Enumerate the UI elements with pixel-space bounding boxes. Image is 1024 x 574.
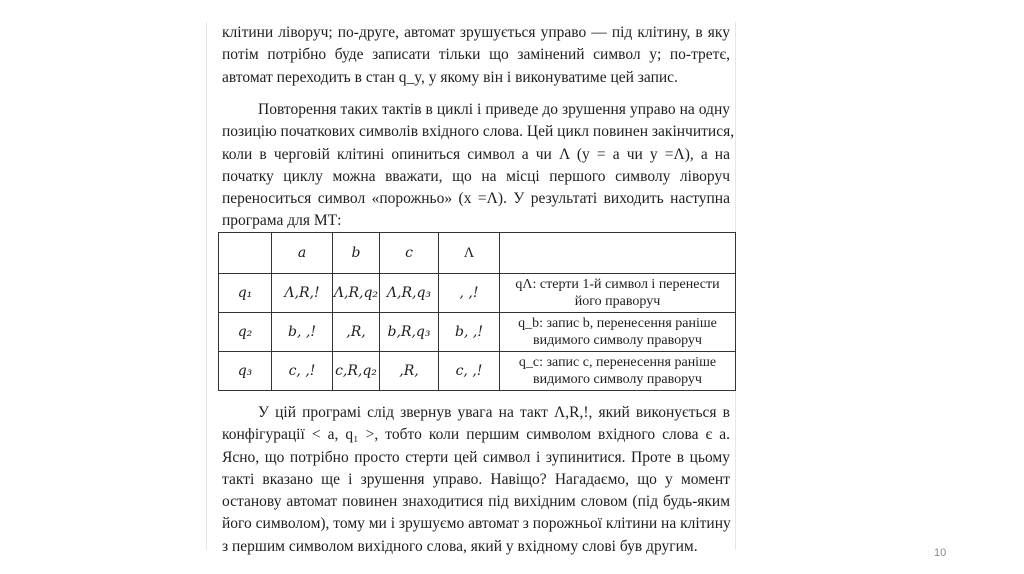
text-line: автомат переходить в стан q_y, у якому він і виконуватиме цей запис. — [222, 68, 678, 86]
description-line: q_b: запис b, перенесення раніше — [518, 316, 717, 331]
table-cell: Λ,R,! — [272, 274, 333, 313]
table-row — [219, 313, 736, 352]
text-line: У цій програмі слід звернув увага на такт Λ,R,!, який виконується в — [258, 404, 730, 421]
table-header-cell — [219, 233, 272, 274]
table-cell: b, ,! — [272, 313, 333, 352]
table-cell: Λ,R,q₃ — [380, 274, 439, 313]
table-header-cell: a — [272, 233, 333, 274]
description-cell — [500, 313, 736, 352]
text-line: переноситься символ «порожньо» (x =Λ). У результаті виходить наступна — [222, 190, 730, 208]
description-line: його праворуч — [574, 294, 661, 309]
table-header-cell: c — [380, 233, 439, 274]
table-row — [219, 274, 736, 313]
description-line: видимого символу праворуч — [533, 333, 702, 348]
text-line: клітини ліворуч; по-друге, автомат зрушується управо — під клітину, в яку — [222, 24, 730, 41]
text-line: програма для МТ: — [222, 212, 342, 230]
text-line: початку циклу можна вважати, що на місці першого символу ліворуч — [222, 167, 730, 185]
paragraph-2 — [222, 99, 735, 233]
table-cell: Λ,R,q₂ — [333, 274, 380, 313]
paragraph-1 — [222, 22, 730, 89]
table-cell: c,R,q₂ — [333, 352, 380, 391]
text-line: останову автомат повинен знаходитися під вихідним словом (під будь-яким — [222, 493, 730, 511]
table-cell: b, ,! — [439, 313, 500, 352]
description-cell — [500, 352, 736, 391]
description-line: qΛ: стерти 1-й символ і перенести — [515, 277, 720, 292]
description-line: видимого символу праворуч — [533, 372, 702, 387]
text-line: його символом), тому ми і зрушуємо автомат з порожньої клітини на клітину — [222, 515, 731, 533]
table-header-cell: b — [333, 233, 380, 274]
table-cell: c, ,! — [439, 352, 500, 391]
text-line: позицію початкових символів вхідного слова. Цей цикл повинен закінчитися, — [222, 123, 735, 141]
text-line: Повторення таких тактів в циклі і приведе до зрушення управо на одну — [258, 101, 730, 118]
table-header-cell — [500, 233, 736, 274]
text-line: коли в черговій клітині опиниться символ a чи Λ (y = a чи y =Λ), а на — [222, 145, 730, 163]
table-cell: ,R, — [380, 352, 439, 391]
text-line: такті вказано ще і зрушення управо. Навіщо? Нагадаємо, що у момент — [222, 470, 730, 488]
table-cell: b,R,q₃ — [380, 313, 439, 352]
table-cell: , ,! — [439, 274, 500, 313]
text-line: Ясно, що потрібно просто стерти цей символ і зупинитися. Проте в цьому — [222, 448, 730, 466]
paragraph-3 — [222, 402, 730, 558]
text-line: конфігурації < a, q₁ >, тобто коли першим символом вхідного слова є a. — [222, 426, 730, 444]
description-line: q_c: запис c, перенесення раніше — [518, 355, 717, 370]
table-header-cell: Λ — [439, 233, 500, 274]
table-header-row — [219, 233, 736, 274]
state-cell: q₁ — [219, 274, 272, 313]
table-cell: c, ,! — [272, 352, 333, 391]
description-cell — [500, 274, 736, 313]
state-cell: q₃ — [219, 352, 272, 391]
state-cell: q₂ — [219, 313, 272, 352]
table-row — [219, 352, 736, 391]
table-cell: ,R, — [333, 313, 380, 352]
page-number: 10 — [934, 547, 947, 559]
turing-machine-table — [218, 232, 736, 391]
text-line: з першим символом вихідного слова, який у вхідному слові був другим. — [222, 537, 698, 555]
text-line: потім потрібно буде записати тільки що замінений символ y; по-третє, — [222, 46, 730, 64]
